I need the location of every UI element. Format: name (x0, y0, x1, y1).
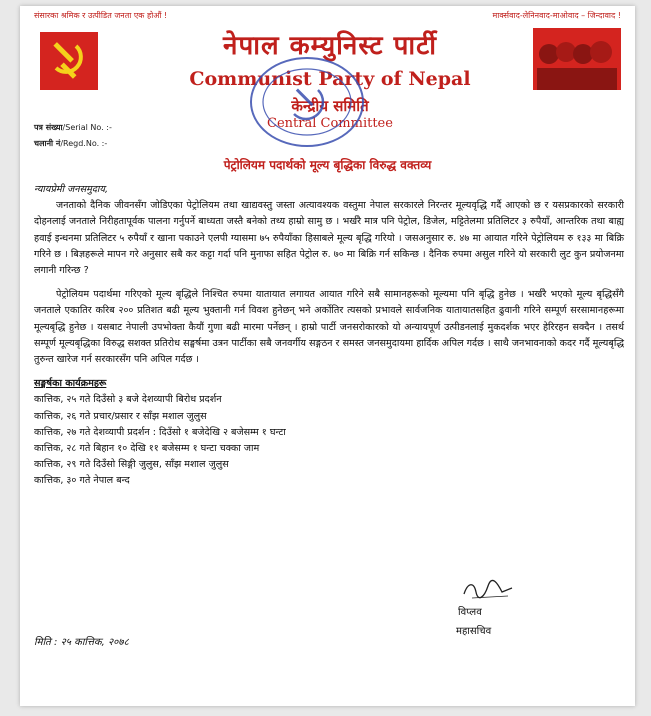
signatory-name: विप्लव (458, 607, 482, 618)
leaders-portrait-icon (533, 28, 621, 90)
serial-number-field (34, 122, 112, 133)
program-item: कात्तिक, २९ गते दिउँसो सिङ्गी जुलुस, साँझ मशाल जुलुस (34, 459, 229, 471)
committee-nepali: केन्द्रीय समिति (291, 97, 369, 115)
committee-english: Central Committee (267, 116, 393, 131)
program-title: सङ्घर्षका कार्यक्रमहरू (34, 378, 107, 390)
hammer-sickle-icon (40, 32, 98, 90)
party-title-english: Communist Party of Nepal (189, 68, 471, 90)
official-stamp-icon (248, 54, 366, 150)
salutation: न्यायप्रेमी जनसमुदाय, (34, 184, 109, 195)
program-item: कात्तिक, ३० गते नेपाल बन्द (34, 475, 130, 487)
left-slogan: संसारका श्रमिक र उत्पीडित जनता एक होऔं ! (34, 11, 168, 20)
program-item: कात्तिक, २६ गते प्रचार/प्रसार र साँझ मशाल जुलुस (34, 410, 207, 422)
handwritten-signature-icon (458, 578, 518, 602)
paragraph-2: पेट्रोलियम पदार्थमा गरिएको मूल्य बृद्धिले निश्चित रुपमा यातायात लगायत आयात गरिने सबै सामानहरूको मूल्यमा पनि बृद्धि हुनेछ । भर्खरै भएको मूल्य बृद्धिसँगै जनताले एकातिर करिब २०० प्रतिशत बढी मूल्य भुक्तानी गर्न विवश हुनेछन् भने अर्कोतिर त्यसको प्रभावले सार्वजनिक यातायातसहित ढुवानी गरिने सम्पूर्ण सरसामानहरूमा मूल्यबृद्धि हुनेछ । यसबाट नेपाली उपभोक्ता कैयौं गुणा बढी मारमा पर्नेछन् । हाम्रो पार्टी जनसरोकारको यो अन्यायपूर्ण उत्पीडनलाई मुकदर्शक भएर हेरिरहन सक्दैन । तसर्थ सम्पूर्ण मूल्यबृद्धिका विरुद्ध सशक्त प्रतिरोध सङ्घर्षमा उत्रन पार्टीका सबै जनवर्गीय सङ्गठन र समस्त जनसमुदायमा हार्दिक अपिल गर्दछ । साथै जनभावनाको कदर गर्दै मूल्यबृद्धि तुरुन्त खारेज गर्न सरकारसँग पनि अपिल गर्दछ । (34, 289, 624, 366)
letter-page (20, 6, 635, 706)
regd-label-np: चलानी नं (34, 139, 61, 148)
right-slogan: मार्क्सवाद-लेनिनवाद-माओवाद – जिन्दावाद ! (492, 11, 621, 20)
letter-body (34, 182, 624, 490)
party-title-nepali: नेपाल कम्युनिस्ट पार्टी (223, 31, 437, 61)
serial-label-en: /Serial No. :- (62, 123, 112, 132)
signatory-title: महासचिव (456, 626, 492, 637)
program-item: कात्तिक, २७ गते देशव्यापी प्रदर्शन : दिउँसो १ बजेदेखि २ बजेसम्म १ घन्टा (34, 426, 286, 438)
regd-label-en: /Regd.No. :- (60, 139, 108, 148)
program-item: कात्तिक, २५ गते दिउँसो ३ बजे देशव्यापी बिरोध प्रदर्शन (34, 394, 222, 406)
letter-date: मिति : २५ कात्तिक, २०७८ (34, 637, 129, 648)
serial-label-np: पत्र संख्या (34, 123, 63, 132)
statement-title: पेट्रोलियम पदार्थको मूल्य बृद्धिका विरुद्ध वक्तव्य (223, 158, 432, 172)
paragraph-1: जनताको दैनिक जीवनसँग जोडिएका पेट्रोलियम तथा खाद्यवस्तु जस्ता अत्यावश्यक वस्तुमा नेपाल सरकारले निरन्तर मूल्यवृद्धि गर्दै आएको छ र यसप्रकारको सरकारी दोहनलाई जनताले निरीहतापूर्वक पालना गर्नुपर्ने बाध्यता जस्तै बनेको तथ्य हाम्रो सामु छ । भर्खरै मात्र पनि पेट्रोल, डिजेल, मट्टितेलमा प्रतिलिटर ३ रुपैयाँ, आन्तरिक तथा बाह्य हवाई इन्धनमा प्रतिलिटर ५ रुपैयाँ र खाना पकाउने एलपी ग्यासमा ७५ रुपैयाँका हिसाबले मूल्य बृद्धि गरियो । जसअनुसार रु. ४७ मा आयात गरिने पेट्रोलियम रु १३३ मा बिक्रि गरिने छ । बिज्ञहरूले मापन गरे अनुसार सबै कर कट्टा गर्दा पनि मुनाफा सहित पेट्रोल रु. ७० मा बिक्रि गर्न सकिन्छ । दैनिक रुपमा असुल गरिने यो सरकारी लुट कुन प्रयोजनमा लगानी गरिन्छ ? (34, 200, 624, 277)
program-item: कात्तिक, २८ गते बिहान १० देखि ११ बजेसम्म १ घन्टा चक्का जाम (34, 443, 260, 455)
regd-number-field (34, 138, 107, 149)
